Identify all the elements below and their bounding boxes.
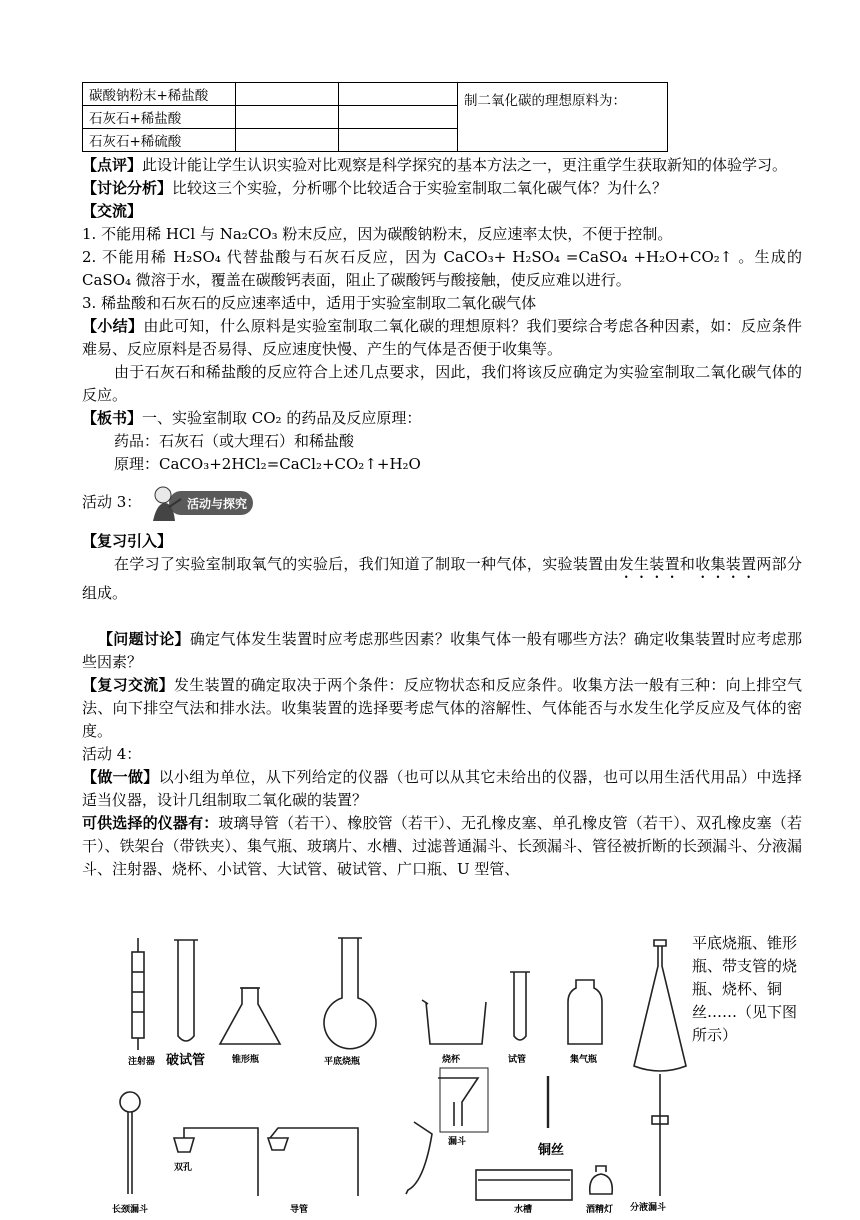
table-cell: [236, 106, 339, 129]
label-funnel: 漏斗: [448, 1137, 467, 1147]
review-text: 两部分组成。: [82, 555, 802, 602]
table-cell: [236, 83, 339, 106]
paragraph-text: 此设计能让学生认识实验对比观察是科学探究的基本方法之一，更注重学生获取新知的体验学习。: [142, 156, 788, 174]
comment-paragraph: [82, 154, 802, 177]
gas-jar-icon: [568, 980, 602, 1044]
label-round-flask: 平底烧瓶: [324, 1057, 361, 1067]
table-cell: 石灰石+稀盐酸: [83, 106, 236, 129]
section-tag: 【问题讨论】: [98, 630, 190, 648]
broken-tube-icon: [174, 940, 198, 1041]
instruments-paragraph: [82, 812, 802, 881]
section-tag: 【复习交流】: [82, 676, 174, 694]
label-trough: 水槽: [514, 1205, 533, 1215]
activity-3-label: 活动 3：: [82, 492, 142, 511]
apparatus-figure: [102, 932, 632, 1216]
activity-3-row: [82, 476, 802, 528]
label-broken-tube: 破试管: [166, 1053, 206, 1068]
long-neck-funnel-icon: [120, 1092, 140, 1194]
table-note-cell: 制二氧化碳的理想原料为：: [458, 83, 668, 152]
paragraph-text: 以小组为单位，从下列给定的仪器（也可以从其它未给出的仪器，也可以用生活代用品）中选择适当仪器，设计几组制取二氧化碳的装置？: [82, 768, 802, 809]
summary-paragraph: [82, 315, 802, 361]
point-2: 2. 不能用稀 H₂SO₄ 代替盐酸与石灰石反应，因为 CaCO₃+ H₂SO₄ =CaSO₄ +H₂O+CO₂↑ 。生成的 CaSO₄ 微溶于水，覆盖在碳酸钙表面，阻止了碳酸钙与酸接触，使反应难以进行。: [82, 248, 802, 289]
label-long-neck-funnel: 长颈漏斗: [112, 1205, 149, 1215]
section-tag: 【点评】: [82, 156, 143, 174]
label-copper: 铜丝: [538, 1143, 565, 1158]
activity-badge: [147, 481, 255, 523]
table-cell: [339, 106, 458, 129]
table-cell: [236, 129, 339, 152]
comparison-table: [82, 82, 668, 152]
board-principle: 原理：CaCO₃+2HCl₂=CaCl₂+CO₂↑+H₂O: [114, 455, 421, 473]
paragraph-text: 由此可知，什么原料是实验室制取二氧化碳的理想原料？我们要综合考虑各种因素，如：反应条件难易、反应原料是否易得、反应速度快慢、产生的气体是否便于收集等。: [82, 317, 802, 358]
point-3: 3. 稀盐酸和石灰石的反应速率适中，适用于实验室制取二氧化碳气体: [82, 294, 537, 312]
activity-4-label: 活动 4：: [82, 745, 142, 763]
delivery-tube-icon: [184, 1122, 432, 1196]
table-cell: 碳酸钠粉末+稀盐酸: [83, 83, 236, 106]
document-page: [82, 82, 802, 881]
water-trough-icon: [476, 1170, 572, 1200]
section-tag: 【做一做】: [82, 768, 159, 786]
syringe-icon: [132, 938, 144, 1050]
section-tag: 【讨论分析】: [82, 179, 173, 197]
paragraph-text: 玻璃导管（若干）、橡胶管（若干）、无孔橡皮塞、单孔橡皮管（若干）、双孔橡皮塞（若干）、铁架台（带铁夹）、集气瓶、玻璃片、水槽、过滤普通漏斗、长颈漏斗、管径被折断的长颈漏斗、分液漏斗、注射器、烧杯、小试管、大试管、破试管、广口瓶、U 型管、: [82, 814, 803, 878]
badge-text: 活动与探究: [187, 497, 248, 511]
separatory-funnel-icon: [626, 926, 696, 1216]
doit-paragraph: [82, 766, 802, 812]
board-paragraph: [82, 407, 802, 430]
summary-conclusion: 由于石灰石和稀盐酸的反应符合上述几点要求，因此，我们将该反应确定为实验室制取二氧化碳气体的反应。: [82, 363, 802, 404]
label-test-tube: 试管: [508, 1055, 527, 1065]
label-delivery-tubes: 导管: [290, 1205, 309, 1215]
board-drugs: 药品：石灰石（或大理石）和稀盐酸: [114, 432, 355, 450]
label-beaker: 烧杯: [442, 1055, 461, 1065]
review-paragraph: [82, 553, 802, 605]
teacher-figure-icon: [147, 481, 255, 523]
label-syringe: 注射器: [128, 1057, 156, 1067]
table-row: [83, 83, 668, 106]
beaker-icon: [422, 1000, 486, 1044]
review-text: 和: [679, 555, 696, 573]
paragraph-text: 比较这三个实验，分析哪个比较适合于实验室制取二氧化碳气体？为什么？: [172, 179, 668, 197]
label-double-hole: 双孔: [174, 1163, 193, 1173]
review-text: 在学习了实验室制取氧气的实验后，我们知道了制取一种气体，实验装置由: [114, 555, 619, 573]
label-gas-jar: 集气瓶: [570, 1055, 598, 1065]
point-1: 1. 不能用稀 HCl 与 Na₂CO₃ 粉末反应，因为碳酸钠粉末，反应速率太快，不便于控制。: [82, 225, 673, 243]
funnel-icon: [438, 1068, 488, 1132]
double-hole-stopper-icon: [174, 1138, 194, 1152]
discussion-paragraph: [82, 177, 802, 200]
apparatus-drawing: [102, 932, 632, 1216]
label-lamp: 酒精灯: [586, 1205, 614, 1215]
figure-caption: 平底烧瓶、锥形瓶、带支管的烧瓶、烧杯、铜丝……（见下图所示）: [692, 934, 798, 1044]
emphasis-text: 发生装置: [618, 555, 680, 573]
test-tube-icon: [510, 972, 530, 1040]
paragraph-text: 确定气体发生装置时应考虑那些因素？收集气体一般有哪些方法？确定收集装置时应考虑那些因素？: [82, 630, 802, 671]
table-cell: [339, 129, 458, 152]
conical-flask-icon: [220, 988, 280, 1044]
question-paragraph: [82, 628, 802, 674]
table-cell: [339, 83, 458, 106]
paragraph-text: 一、实验室制取 CO₂ 的药品及反应原理：: [142, 409, 422, 427]
paragraph-text: 发生装置的确定取决于两个条件：反应物状态和反应条件。收集方法一般有三种：向上排空气法、向下排空气法和排水法。收集装置的选择要考虑气体的溶解性、气体能否与水发生化学反应及气体的密度。: [82, 676, 802, 740]
label-sep-funnel: 分液漏斗: [630, 1203, 667, 1213]
section-tag: 【小结】: [82, 317, 144, 335]
round-flask-icon: [324, 938, 376, 1049]
exchange-heading: 【交流】: [82, 202, 143, 220]
section-tag: 【板书】: [82, 409, 143, 427]
label-conical-flask: 锥形瓶: [232, 1055, 260, 1065]
review-heading: 【复习引入】: [82, 532, 173, 550]
table-cell: 石灰石+稀硫酸: [83, 129, 236, 152]
review-exchange-paragraph: [82, 674, 802, 743]
emphasis-text: 收集装置: [695, 555, 757, 573]
section-tag: 可供选择的仪器有：: [82, 814, 219, 832]
alcohol-lamp-icon: [590, 1166, 613, 1194]
